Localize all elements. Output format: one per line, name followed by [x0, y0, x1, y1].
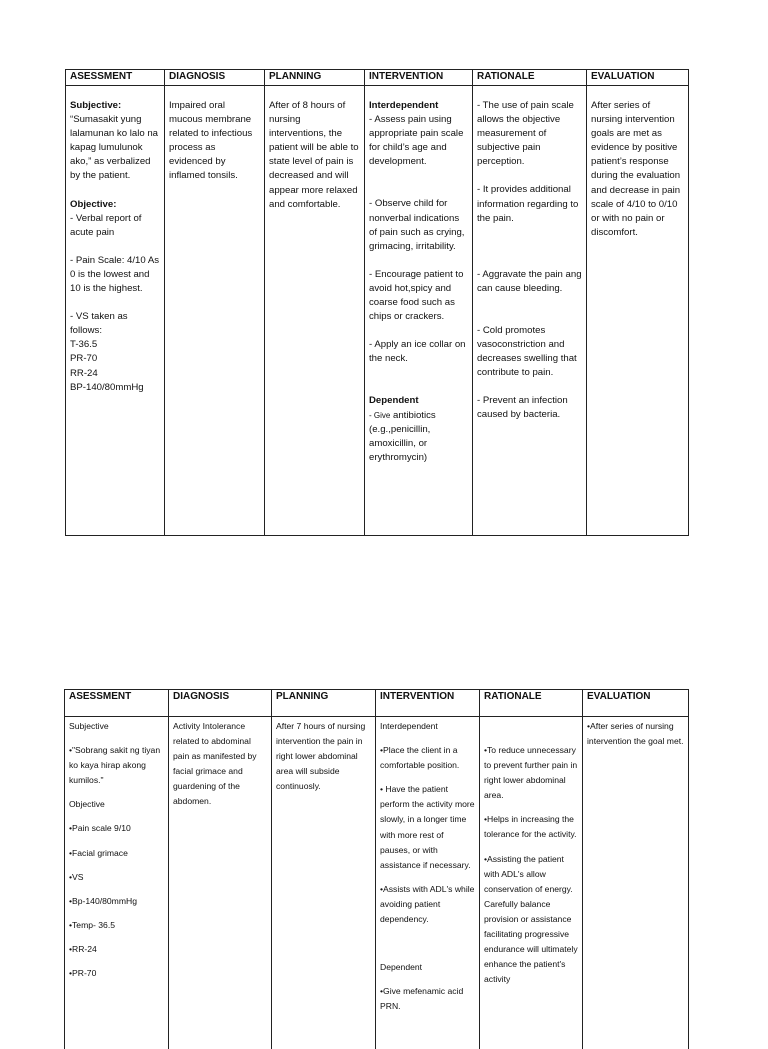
header-rationale: RATIONALE [480, 690, 583, 717]
rationale-cell [473, 86, 587, 536]
objective-item: •Bp-140/80mmHg [69, 894, 164, 909]
rationale-item: - Prevent an infection caused by bacteria. [477, 394, 582, 422]
objective-label: Objective: [70, 198, 160, 212]
planning-cell [265, 86, 365, 536]
evaluation-cell [587, 86, 689, 536]
objective-label: Objective [69, 797, 164, 812]
assessment-cell [66, 86, 165, 536]
care-plan-table-1 [65, 69, 689, 536]
objective-item: •VS [69, 870, 164, 885]
table-header-row [66, 70, 689, 86]
header-diagnosis: DIAGNOSIS [169, 690, 272, 717]
table-body-row [65, 717, 689, 1049]
objective-item: - Pain Scale: 4/10 As 0 is the lowest and 10 is the highest. [70, 254, 160, 296]
dependent-label: Dependent [369, 394, 468, 408]
subjective-label: Subjective: [70, 99, 160, 113]
care-plan-table-2 [64, 689, 689, 1049]
rationale-cell [480, 717, 583, 1049]
intervention-item: •Assists with ADL's while avoiding patient dependency. [380, 882, 475, 927]
intervention-item: •Give mefenamic acid PRN. [380, 984, 475, 1014]
rationale-item: - Aggravate the pain ang can cause bleeding. [477, 268, 582, 296]
rationale-item: - Cold promotes vasoconstriction and decreases swelling that contribute to pain. [477, 324, 582, 380]
header-diagnosis: DIAGNOSIS [165, 70, 265, 86]
vital-sign: RR-24 [70, 367, 160, 381]
header-assessment: ASESSMENT [66, 70, 165, 86]
intervention-cell [365, 86, 473, 536]
diagnosis-text: Impaired oral mucous membrane related to infectious process as evidenced by inflamed tonsils. [169, 99, 260, 184]
rationale-item: •Assisting the patient with ADL's allow conservation of energy. Carefully balance provision or assistance facilitating progressive endurance will ultimately enhance the patient's activity [484, 852, 578, 988]
rationale-item: - The use of pain scale allows the objective measurement of subjective pain perception. [477, 99, 582, 169]
planning-text: After 7 hours of nursing intervention the pain in right lower abdominal area will subside continuosly. [276, 719, 371, 794]
vital-sign: T-36.5 [70, 338, 160, 352]
rationale-item: •To reduce unnecessary to prevent further pain in right lower abdominal area. [484, 743, 578, 803]
table-body-row [66, 86, 689, 536]
dependent-label: Dependent [380, 960, 475, 975]
vital-sign: BP-140/80mmHg [70, 381, 160, 395]
objective-item: •Pain scale 9/10 [69, 821, 164, 836]
objective-item: - VS taken as follows: [70, 310, 160, 338]
planning-cell [272, 717, 376, 1049]
objective-item: •PR-70 [69, 966, 164, 981]
objective-item: - Verbal report of acute pain [70, 212, 160, 240]
intervention-item: • Have the patient perform the activity more slowly, in a longer time with more rest of pauses, or with assistance if necessary. [380, 782, 475, 873]
intervention-item [369, 409, 468, 465]
subjective-quote: “Sumasakit yung lalamunan ko lalo na kapag lumulunok ako,” as verbalized by the patient. [70, 113, 160, 183]
diagnosis-cell [169, 717, 272, 1049]
header-evaluation: EVALUATION [587, 70, 689, 86]
interdependent-label: Interdependent [380, 719, 475, 734]
antibiotics-text: antibiotics (e.g.,penicillin, amoxicillin, or erythromycin) [369, 410, 436, 463]
planning-text: After of 8 hours of nursing interventions, the patient will be able to state level of pain is decreased and will appear more relaxed and comfortable. [269, 99, 360, 212]
give-prefix: - Give [369, 411, 390, 420]
header-planning: PLANNING [265, 70, 365, 86]
intervention-item: •Place the client in a comfortable position. [380, 743, 475, 773]
interdependent-label: Interdependent [369, 99, 468, 113]
rationale-item: - It provides additional information regarding to the pain. [477, 183, 582, 225]
header-rationale: RATIONALE [473, 70, 587, 86]
header-intervention: INTERVENTION [365, 70, 473, 86]
objective-item: •Facial grimace [69, 846, 164, 861]
intervention-item: - Encourage patient to avoid hot,spicy and coarse food such as chips or crackers. [369, 268, 468, 324]
header-intervention: INTERVENTION [376, 690, 480, 717]
intervention-cell [376, 717, 480, 1049]
evaluation-text: After series of nursing intervention goals are met as evidence by positive patient’s response during the evaluation and decrease in pain scale of 4/10 to 0/10 or with no pain or discomfort. [591, 99, 684, 240]
assessment-cell [65, 717, 169, 1049]
evaluation-text: •After series of nursing intervention the goal met. [587, 719, 684, 749]
rationale-item: •Helps in increasing the tolerance for the activity. [484, 812, 578, 842]
table-header-row [65, 690, 689, 717]
objective-item: •Temp- 36.5 [69, 918, 164, 933]
diagnosis-text: Activity Intolerance related to abdominal pain as manifested by facial grimace and guardening of the abdomen. [173, 719, 267, 810]
header-evaluation: EVALUATION [583, 690, 689, 717]
objective-item: •RR-24 [69, 942, 164, 957]
evaluation-cell [583, 717, 689, 1049]
header-assessment: ASESSMENT [65, 690, 169, 717]
intervention-item: - Observe child for nonverbal indications of pain such as crying, grimacing, irritability. [369, 197, 468, 253]
subjective-label: Subjective [69, 719, 164, 734]
intervention-item: - Apply an ice collar on the neck. [369, 338, 468, 366]
diagnosis-cell [165, 86, 265, 536]
vital-sign: PR-70 [70, 352, 160, 366]
header-planning: PLANNING [272, 690, 376, 717]
subjective-quote: •"Sobrang sakit ng tiyan ko kaya hirap akong kumilos." [69, 743, 164, 788]
intervention-item: - Assess pain using appropriate pain scale for child’s age and development. [369, 113, 468, 169]
